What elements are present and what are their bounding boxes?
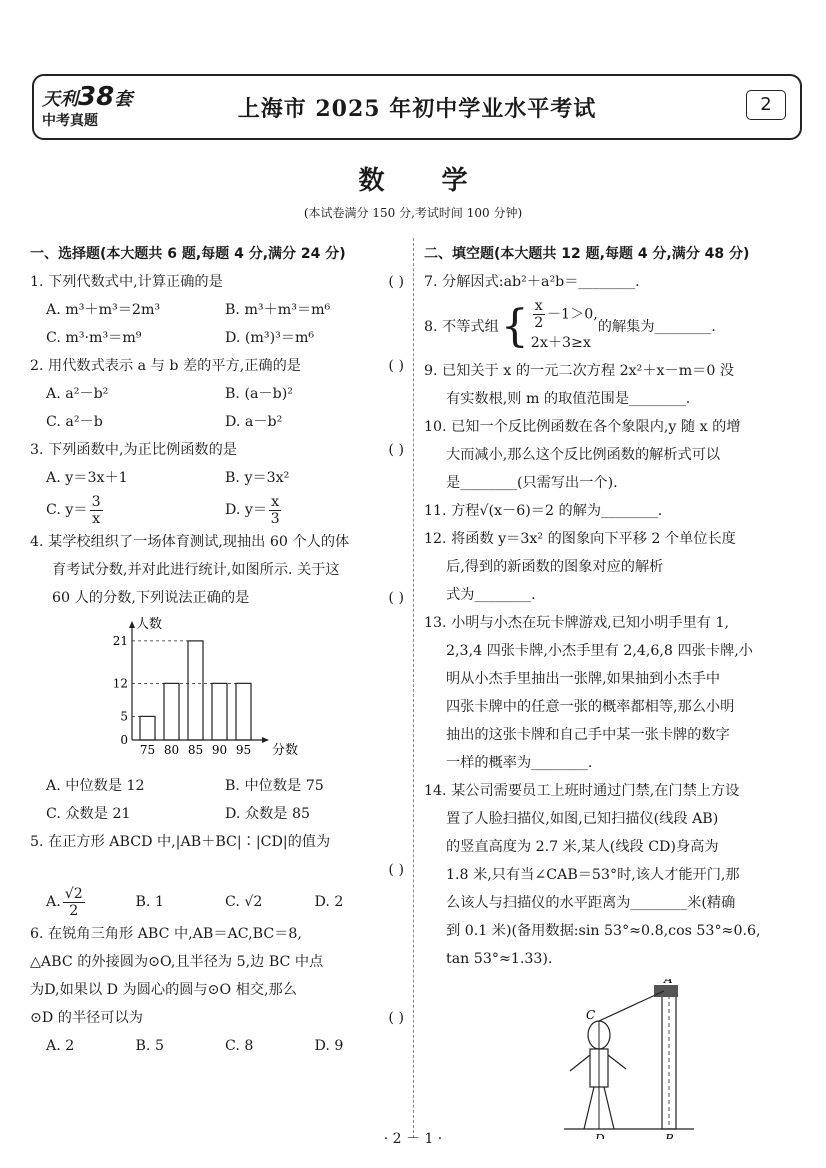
question-6 (30, 920, 404, 1060)
question-stem-text: 60 人的分数,下列说法正确的是 (52, 590, 250, 606)
answer-paren-row (30, 856, 404, 884)
denominator: x (92, 510, 101, 527)
denominator: 2 (534, 315, 544, 331)
options (30, 296, 404, 352)
inequality-system (531, 298, 598, 355)
question-stem: 5. 在正方形 ABCD 中,|AB＋BC|∶|CD|的值为 (30, 834, 331, 850)
bar-chart (110, 612, 310, 762)
bar (212, 683, 227, 740)
options (30, 380, 404, 436)
question-12 (424, 525, 802, 609)
options (30, 884, 404, 920)
question-stem-line: tan 53°≈1.33). (446, 951, 553, 967)
option-b: B. y＝3x² (225, 470, 290, 486)
x-tick-label: 75 (139, 743, 156, 757)
question-stem: 1. 下列代数式中,计算正确的是 (30, 274, 223, 290)
option-b: B. 中位数是 75 (225, 778, 324, 794)
answer-paren: ( ) (388, 358, 404, 374)
person-right-arm (608, 1055, 626, 1069)
x-axis-arrow (262, 737, 269, 743)
numerator: x (534, 298, 543, 314)
person-left-leg (584, 1087, 594, 1129)
option-c-prefix: C. y＝ (46, 502, 88, 518)
fraction (63, 886, 85, 919)
x-tick-label: 80 (163, 743, 180, 757)
x-tick-label: 90 (211, 743, 228, 757)
brace-icon: { (500, 300, 529, 352)
question-stem-line: 9. 已知关于 x 的一元二次方程 2x²＋x－m＝0 没 (424, 363, 735, 379)
question-stem-line: 四张卡牌中的任意一张的概率都相等,那么小明 (446, 699, 735, 715)
options (30, 772, 404, 828)
scanner-device (654, 985, 678, 997)
y-tick-label: 5 (120, 709, 128, 724)
section-heading-choice: 一、选择题(本大题共 6 题,每题 4 分,满分 24 分) (30, 246, 346, 262)
scanner-figure (424, 979, 802, 1139)
question-stem-line: 13. 小明与小杰在玩卡牌游戏,已知小明手里有 1, (424, 615, 730, 631)
question-stem-line: 12. 将函数 y＝3x² 的图象向下平移 2 个单位长度 (424, 531, 736, 547)
option-b: B. 1 (135, 894, 164, 910)
answer-paren: ( ) (388, 442, 404, 458)
question-stem-text: 8. 不等式组 (424, 318, 499, 335)
question-stem-line: 一样的概率为________. (446, 755, 593, 771)
option-b: B. m³＋m³＝m⁶ (225, 302, 331, 318)
option-c (46, 492, 225, 528)
numerator: √2 (64, 885, 83, 902)
question-stem-line: 明从小杰手里抽出一张牌,如果抽到小杰手中 (446, 671, 721, 687)
option-b: B. 5 (135, 1038, 164, 1054)
question-9 (424, 357, 802, 413)
option-d: D. 9 (314, 1038, 344, 1054)
exam-header (32, 74, 802, 140)
question-stem-line: △ABC 的外接圆为⊙O,且半径为 5,边 BC 中点 (30, 954, 324, 970)
logo-brand-suffix: 套 (114, 89, 133, 110)
answer-paren: ( ) (388, 1010, 404, 1026)
score-chart (30, 612, 404, 772)
x-tick-label: 85 (187, 743, 204, 757)
question-stem-line (30, 1004, 404, 1032)
fraction (533, 298, 545, 331)
question-stem: 2. 用代数式表示 a 与 b 差的平方,正确的是 (30, 358, 301, 374)
option-d: D. a－b² (225, 414, 283, 430)
question-14 (424, 777, 802, 973)
question-stem: 3. 下列函数中,为正比例函数的是 (30, 442, 237, 458)
option-a: A. 2 (46, 1038, 75, 1054)
options (30, 464, 404, 528)
question-2 (30, 352, 404, 436)
option-d: D. (m³)³＝m⁶ (225, 330, 315, 346)
question-stem-line: 到 0.1 米)(备用数据:sin 53°≈0.8,cos 53°≈0.6, (446, 923, 761, 939)
x-tick-label: 95 (235, 743, 252, 757)
denominator: 3 (270, 510, 280, 527)
bar (188, 641, 203, 740)
options (30, 1032, 404, 1060)
bar (140, 716, 155, 740)
question-stem-text: 的解集为________. (597, 318, 716, 335)
option-d: D. 2 (314, 894, 344, 910)
option-a-prefix: A. (46, 894, 61, 910)
question-stem-line: 有实数根,则 m 的取值范围是________. (446, 391, 691, 407)
question-stem-line (30, 584, 404, 612)
person-left-arm (570, 1055, 590, 1071)
option-b: B. (a－b)² (225, 386, 293, 402)
logo-brand-prefix: 天利 (42, 89, 78, 110)
option-c: C. 8 (225, 1038, 254, 1054)
y-axis-arrow (129, 621, 135, 628)
option-a (46, 884, 136, 920)
answer-paren: ( ) (388, 590, 404, 606)
y-axis-label: 人数 (136, 617, 163, 632)
left-column (30, 240, 404, 1060)
option-a: A. a²－b² (46, 386, 109, 402)
label-d: D (595, 1132, 605, 1139)
bar (236, 683, 251, 740)
subject-title: 数 学 (358, 166, 492, 196)
question-stem-text: ⊙D 的半径可以为 (30, 1010, 143, 1026)
answer-paren: ( ) (388, 274, 404, 290)
scanner-pole (654, 985, 678, 1129)
bars-group (113, 634, 251, 757)
question-stem-line: 抽出的这张卡牌和自己手中某一张卡牌的数字 (446, 727, 730, 743)
question-stem-line: 14. 某公司需要员工上班时通过门禁,在门禁上方设 (424, 783, 740, 799)
question-8 (424, 298, 802, 355)
inequality-2: 2x＋3≥x (530, 335, 591, 351)
question-stem-line: 大而减小,那么这个反比例函数的解析式可以 (446, 447, 721, 463)
numerator: 3 (91, 493, 101, 510)
question-stem-line: 的竖直高度为 2.7 米,某人(线段 CD)身高为 (446, 839, 719, 855)
option-d (225, 492, 404, 528)
question-stem-line: 么该人与扫描仪的水平距离为________米(精确 (446, 895, 736, 911)
option-d: D. 众数是 85 (225, 806, 311, 822)
sight-line-ca (599, 991, 664, 1021)
question-stem-line: 2,3,4 四张卡牌,小杰手里有 2,4,6,8 四张卡牌,小 (446, 643, 753, 659)
column-divider (413, 238, 414, 1138)
question-stem-line: 4. 某学校组织了一场体育测试,现抽出 60 个人的体 (30, 534, 350, 550)
y-tick-label: 21 (112, 633, 128, 648)
fraction (269, 494, 281, 527)
question-stem-line: 育考试分数,并对此进行统计,如图所示. 关于这 (52, 562, 340, 578)
question-11: 11. 方程√(x－6)＝2 的解为________. (424, 503, 663, 519)
label-c: C (586, 1008, 596, 1022)
logo-brand-number: 38 (78, 82, 115, 112)
question-stem-line: 6. 在锐角三角形 ABC 中,AB＝AC,BC＝8, (30, 926, 302, 942)
question-10 (424, 413, 802, 497)
inequality-1 (531, 298, 598, 331)
option-c: C. √2 (225, 894, 263, 910)
question-1 (30, 268, 404, 352)
question-3 (30, 436, 404, 528)
question-stem-line: 10. 已知一个反比例函数在各个象限内,y 随 x 的增 (424, 419, 741, 435)
question-5 (30, 828, 404, 920)
numerator: x (271, 493, 280, 510)
option-c: C. 众数是 21 (46, 806, 131, 822)
page-footer: · 2 － 1 · (383, 1131, 443, 1147)
question-stem-line: 后,得到的新函数的图象对应的解析 (446, 559, 664, 575)
option-c: C. m³·m³＝m⁹ (46, 330, 142, 346)
person-figure (570, 1021, 626, 1129)
denominator: 2 (69, 902, 79, 919)
question-7: 7. 分解因式:ab²＋a²b＝________. (424, 274, 640, 290)
question-13 (424, 609, 802, 777)
inequality-1-rest: －1＞0, (546, 306, 598, 323)
question-stem-line: 是________(只需写出一个). (446, 475, 618, 491)
question-stem-line: 式为________. (446, 587, 536, 603)
paper-number: 2 (746, 90, 786, 120)
label-b: B (665, 1132, 674, 1139)
y-tick-label: 0 (120, 733, 128, 747)
option-c: C. a²－b (46, 414, 103, 430)
label-a: A (664, 979, 673, 986)
option-a: A. 中位数是 12 (46, 778, 145, 794)
question-stem-line: 1.8 米,只有当∠CAB＝53°时,该人才能开门,那 (446, 867, 740, 883)
answer-paren: ( ) (388, 862, 404, 878)
right-column (424, 240, 802, 1149)
question-stem-line: 为D,如果以 D 为圆心的圆与⊙O 相交,那么 (30, 982, 297, 998)
option-d-prefix: D. y＝ (225, 502, 268, 518)
question-stem-line: 置了人脸扫描仪,如图,已知扫描仪(线段 AB) (446, 811, 719, 827)
question-4 (30, 528, 404, 828)
option-a: A. m³＋m³＝2m³ (46, 302, 161, 318)
person-right-leg (604, 1087, 614, 1129)
exam-note: (本试卷满分 150 分,考试时间 100 分钟) (303, 206, 523, 220)
y-tick-label: 12 (112, 676, 128, 691)
option-a: A. y＝3x＋1 (46, 470, 128, 486)
x-axis-label: 分数 (272, 743, 299, 758)
exam-title: 上海市 2025 年初中学业水平考试 (237, 96, 597, 122)
bar (164, 683, 179, 740)
section-heading-fill: 二、填空题(本大题共 12 题,每题 4 分,满分 48 分) (424, 246, 750, 262)
logo-subtitle: 中考真题 (42, 113, 98, 129)
fraction (90, 494, 103, 527)
